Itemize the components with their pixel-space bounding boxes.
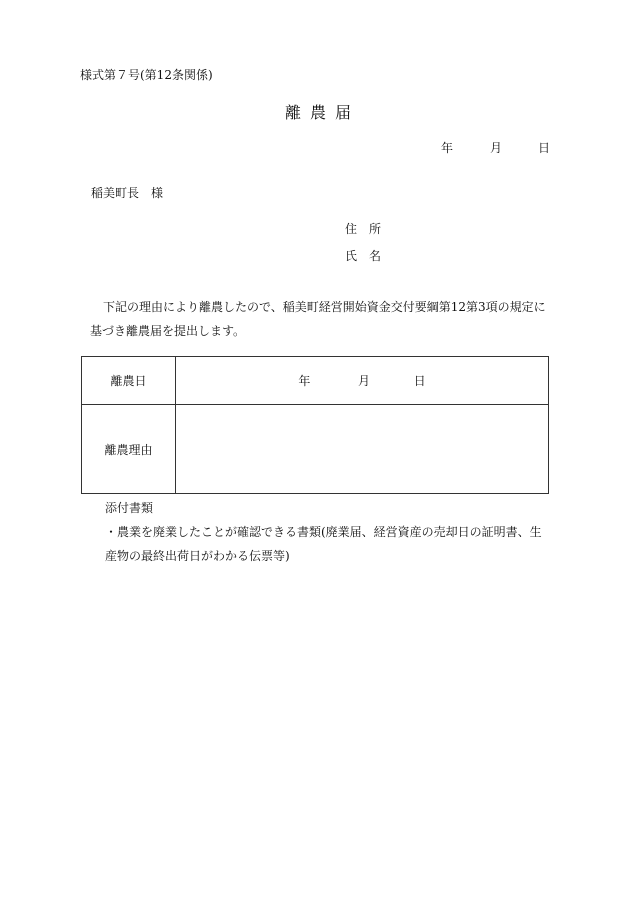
address-label: 住 所 (345, 222, 382, 236)
date-month-label: 月 (490, 141, 503, 155)
name-label: 氏 名 (345, 249, 382, 263)
table-year-label: 年 (298, 374, 311, 388)
body-line-2: 基づき離農届を提出します。 (90, 324, 246, 338)
table-row-reason (82, 405, 549, 494)
date-year-label: 年 (441, 141, 454, 155)
table-day-label: 日 (413, 374, 426, 388)
table-label: 離農日 (82, 357, 176, 405)
attachments-line-2: 産物の最終出荷日がわかる伝票等) (105, 549, 290, 563)
withdrawal-table (81, 356, 549, 494)
addressee: 稲美町長 様 (91, 186, 164, 200)
table-row-date (82, 357, 549, 405)
document-title: 離農届 (285, 103, 361, 122)
form-number: 様式第７号(第12条関係) (80, 68, 213, 82)
date-day-label: 日 (538, 141, 551, 155)
table-month-label: 月 (357, 374, 370, 388)
body-line-1: 下記の理由により離農したので、稲美町経営開始資金交付要綱第12第3項の規定に (103, 300, 546, 314)
table-date-value[interactable] (176, 357, 549, 405)
table-reason-value[interactable] (176, 405, 549, 494)
attachments-heading: 添付書類 (105, 501, 154, 515)
table-label: 離農理由 (82, 405, 176, 494)
attachments-line-1: ・農業を廃業したことが確認できる書類(廃業届、経営資産の売却日の証明書、生 (105, 525, 542, 539)
